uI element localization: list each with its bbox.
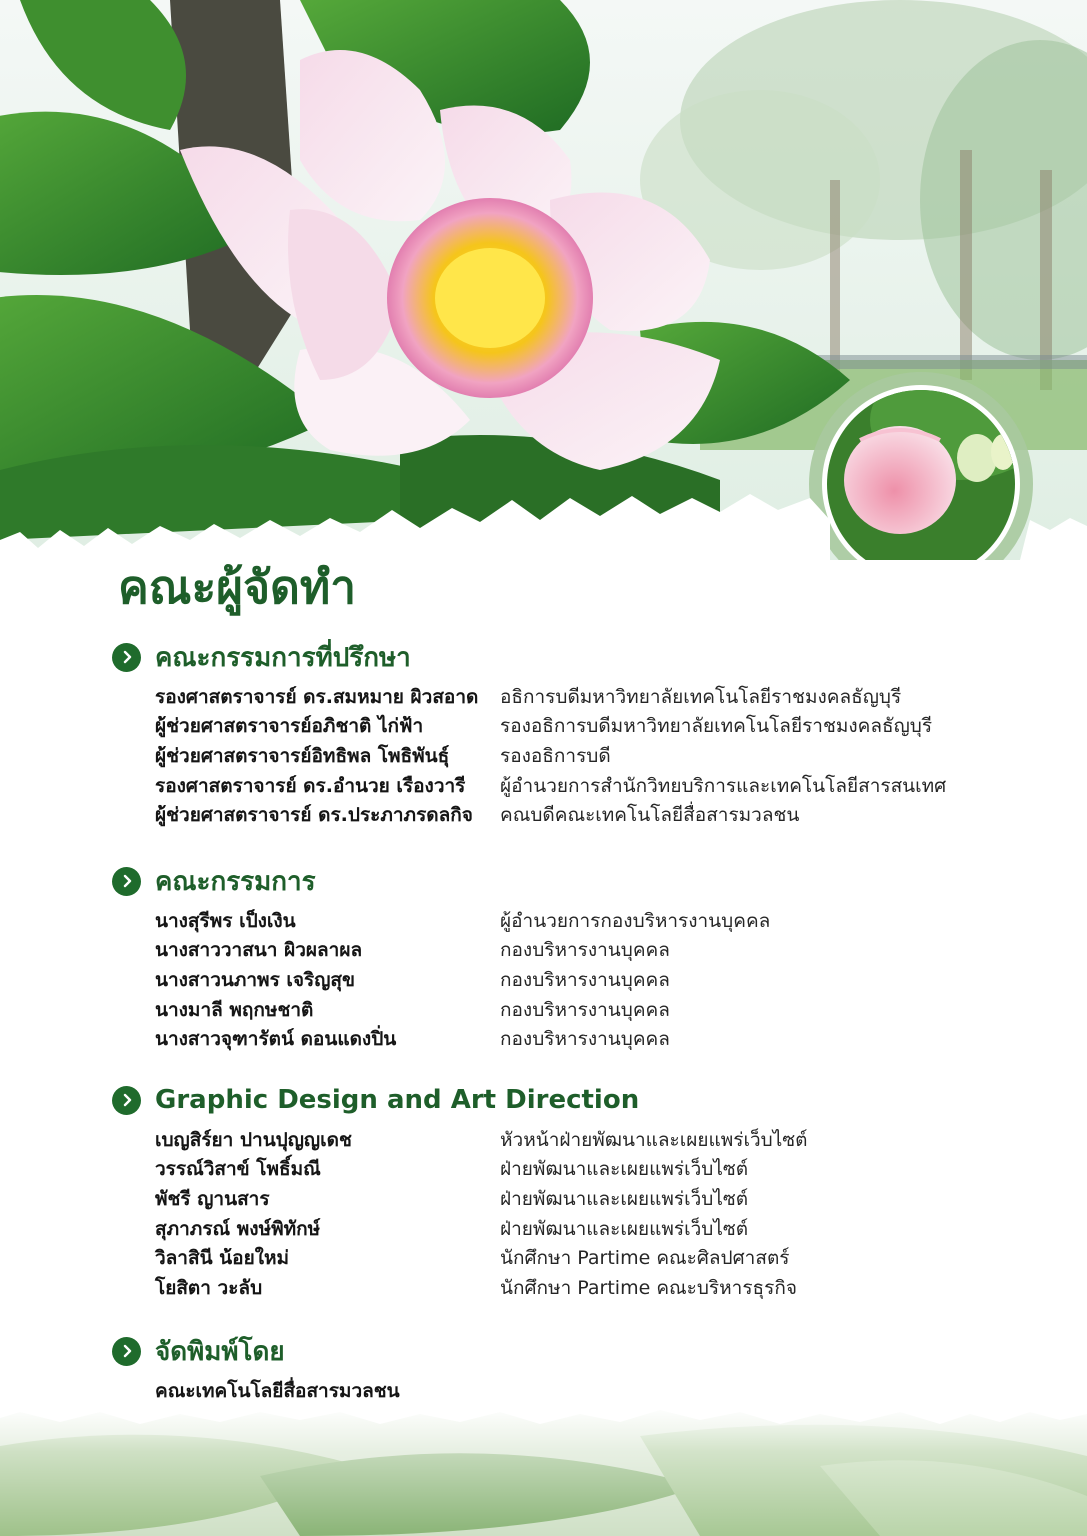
person-role: นักศึกษา Partime คณะบริหารธุรกิจ	[500, 1276, 797, 1299]
list-item	[112, 1184, 1072, 1214]
person-role: รองอธิการบดีมหาวิทยาลัยเทคโนโลยีราชมงคลธัญบุรี	[500, 715, 933, 738]
person-role: ฝ่ายพัฒนาและเผยแพร่เว็บไซต์	[500, 1187, 749, 1210]
person-name: รองศาสตราจารย์ ดร.สมหมาย ผิวสอาด	[155, 685, 479, 708]
section-heading: Graphic Design and Art Direction	[155, 1085, 640, 1115]
person-name: นางมาลี พฤกษชาติ	[155, 998, 314, 1021]
person-role: นักศึกษา Partime คณะศิลปศาสตร์	[500, 1247, 790, 1270]
person-name: ผู้ช่วยศาสตราจารย์อภิชาติ ไก่ฟ้า	[155, 715, 424, 738]
list-item	[112, 682, 1072, 712]
person-name: โยสิตา วะลับ	[155, 1276, 263, 1299]
person-name: นางสุรีพร เป็งเงิน	[155, 909, 296, 932]
person-name: พัชรี ญานสาร	[155, 1187, 270, 1210]
section-published-by	[112, 1334, 1072, 1406]
list-item	[112, 1376, 1072, 1406]
person-role: ฝ่ายพัฒนาและเผยแพร่เว็บไซต์	[500, 1158, 749, 1181]
person-name: ผู้ช่วยศาสตราจารย์ ดร.ประภาภรดลกิจ	[155, 804, 473, 827]
list-item	[112, 965, 1072, 995]
person-role: กองบริหารงานบุคคล	[500, 968, 670, 991]
person-name: นางสาวจุฑารัตน์ ดอนแดงปิ่น	[155, 1028, 397, 1051]
list-item	[112, 712, 1072, 742]
person-name: นางสาวนภาพร เจริญสุข	[155, 968, 356, 991]
list-item	[112, 1024, 1072, 1054]
person-name: วิลาสินี น้อยใหม่	[155, 1247, 290, 1270]
person-name: รองศาสตราจารย์ ดร.อำนวย เรืองวารี	[155, 774, 466, 797]
section-heading: คณะกรรมการที่ปรึกษา	[155, 642, 411, 673]
section-committee	[112, 864, 1072, 1054]
person-name: เบญสิร์ยา ปานปุญญเดช	[155, 1128, 352, 1151]
person-role: กองบริหารงานบุคคล	[500, 1028, 670, 1051]
person-role: ผู้อำนวยการกองบริหารงานบุคคล	[500, 909, 771, 932]
list-item	[112, 800, 1072, 830]
list-item	[112, 1273, 1072, 1303]
chevron-right-icon	[112, 1337, 141, 1366]
list-item	[112, 741, 1072, 771]
list-item	[112, 1214, 1072, 1244]
person-name: วรรณ์วิสาข์ โพธิ์มณี	[155, 1158, 321, 1181]
list-item	[112, 1155, 1072, 1185]
list-item	[112, 906, 1072, 936]
person-role: อธิการบดีมหาวิทยาลัยเทคโนโลยีราชมงคลธัญบุรี	[500, 685, 902, 708]
person-name: ผู้ช่วยศาสตราจารย์อิทธิพล โพธิพันธุ์	[155, 744, 450, 767]
list-item	[112, 1125, 1072, 1155]
person-role: ฝ่ายพัฒนาและเผยแพร่เว็บไซต์	[500, 1217, 749, 1240]
list-item	[112, 1243, 1072, 1273]
section-graphic-design	[112, 1083, 1072, 1303]
publisher-name: คณะเทคโนโลยีสื่อสารมวลชน	[155, 1379, 400, 1402]
list-item	[112, 771, 1072, 801]
person-role: คณบดีคณะเทคโนโลยีสื่อสารมวลชน	[500, 804, 800, 827]
person-role: กองบริหารงานบุคคล	[500, 939, 670, 962]
chevron-right-icon	[112, 643, 141, 672]
person-role: หัวหน้าฝ่ายพัฒนาและเผยแพร่เว็บไซต์	[500, 1128, 808, 1151]
section-heading: จัดพิมพ์โดย	[155, 1336, 285, 1367]
person-name: สุภาภรณ์ พงษ์พิทักษ์	[155, 1217, 321, 1240]
page-title: คณะผู้จัดทำ	[118, 560, 357, 614]
person-name: นางสาววาสนา ผิวผลาผล	[155, 939, 363, 962]
list-item	[112, 936, 1072, 966]
person-role: กองบริหารงานบุคคล	[500, 998, 670, 1021]
list-item	[112, 995, 1072, 1025]
person-role: ผู้อำนวยการสำนักวิทยบริการและเทคโนโลยีสารสนเทศ	[500, 774, 947, 797]
chevron-right-icon	[112, 1086, 141, 1115]
person-role: รองอธิการบดี	[500, 744, 611, 767]
section-advisory-committee	[112, 640, 1072, 830]
chevron-right-icon	[112, 867, 141, 896]
section-heading: คณะกรรมการ	[155, 866, 316, 897]
